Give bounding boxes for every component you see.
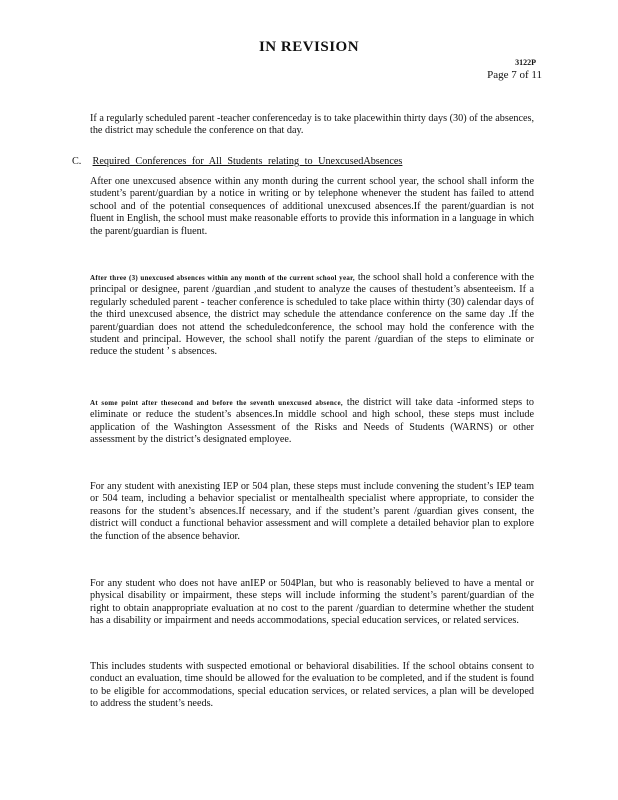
paragraph-lead-text: After three (3) unexcused absences within any month of the current school year, [90, 274, 355, 282]
paragraph-no-iep: For any student who does not have anIEP or 504Plan, but who is reasonably believed to have a mental or physical disability or impairment, these steps will include informing the student’s parent/guardian of the right to obtain anappropriate evaluation at no cost to the parent /guardian to determine whether the student has a disability or impairment and needs accommodations, special education services, or related services. [90, 578, 534, 627]
paragraph-body-text: the school shall hold a conference with the principal or designee, parent /guardian ,and student to analyze the causes of thestudent’s absenteeism. If a regularly scheduled parent - teacher conference is scheduled to take place within thirty (30) calendar days of the third unexcused absence, the district may schedule the attendance conference on the same day .If the parent/guardian does not attend the scheduledconference, the school may hold the conference with the student and principal. However, the school shall notify the parent /guardian of the steps to eliminate or reduce the student ’ s absences. [90, 272, 535, 358]
paragraph-body-text: the district will take data -informed steps to eliminate or reduce the student’s absences.In middle school and high school, these steps must include application of the Washington Assessment of the Risks and Needs of Students (WARNS) or other assessment by the district’s designated employee. [90, 397, 534, 446]
section-heading-text: Required Conferences for All Students relating to UnexcusedAbsences [92, 156, 403, 167]
policy-number: 3122P [515, 58, 536, 67]
paragraph-second-to-seventh [90, 397, 534, 447]
paragraph-iep-504: For any student with anexisting IEP or 504 plan, these steps must include convening the student’s IEP team or 504 team, including a behavior specialist or mentalhealth specialist where appropriate, to consider the reasons for the student’s absences.If necessary, and if the student’s parent /guardian gives consent, the district will conduct a functional behavior assessment and will complete a detailed behavior plan to explore the function of the absence behavior. [90, 481, 534, 542]
paragraph-lead-text: At some point after thesecond and before the seventh unexcused absence, [90, 399, 343, 407]
section-c-heading [72, 156, 542, 168]
section-letter: C. [72, 156, 82, 167]
paragraph-one-unexcused: After one unexcused absence within any month during the current school year, the school shall inform the student’s parent/guardian by a notice in writing or by telephone whenever the student has failed to attend school and of the potential consequences of additional unexcused absences.If the parent/guardian is not fluent in English, the school must make reasonable efforts to provide this information in a language in which the parent/guardian is fluent. [90, 176, 534, 237]
paragraph-three-unexcused [90, 272, 534, 359]
paragraph-emotional-disabilities: This includes students with suspected emotional or behavioral disabilities. If the school obtains consent to conduct an evaluation, time should be allowed for the evaluation to be completed, and if the student is found to be eligible for accommodations, special education services, or related services, a plan will be developed to address the student’s needs. [90, 661, 534, 710]
intro-paragraph: If a regularly scheduled parent -teacher conferenceday is to take placewithin thirty days (30) of the absences, the district may schedule the conference on that day. [90, 113, 534, 137]
page-number: Page 7 of 11 [487, 69, 542, 81]
page-title: IN REVISION [258, 39, 360, 55]
